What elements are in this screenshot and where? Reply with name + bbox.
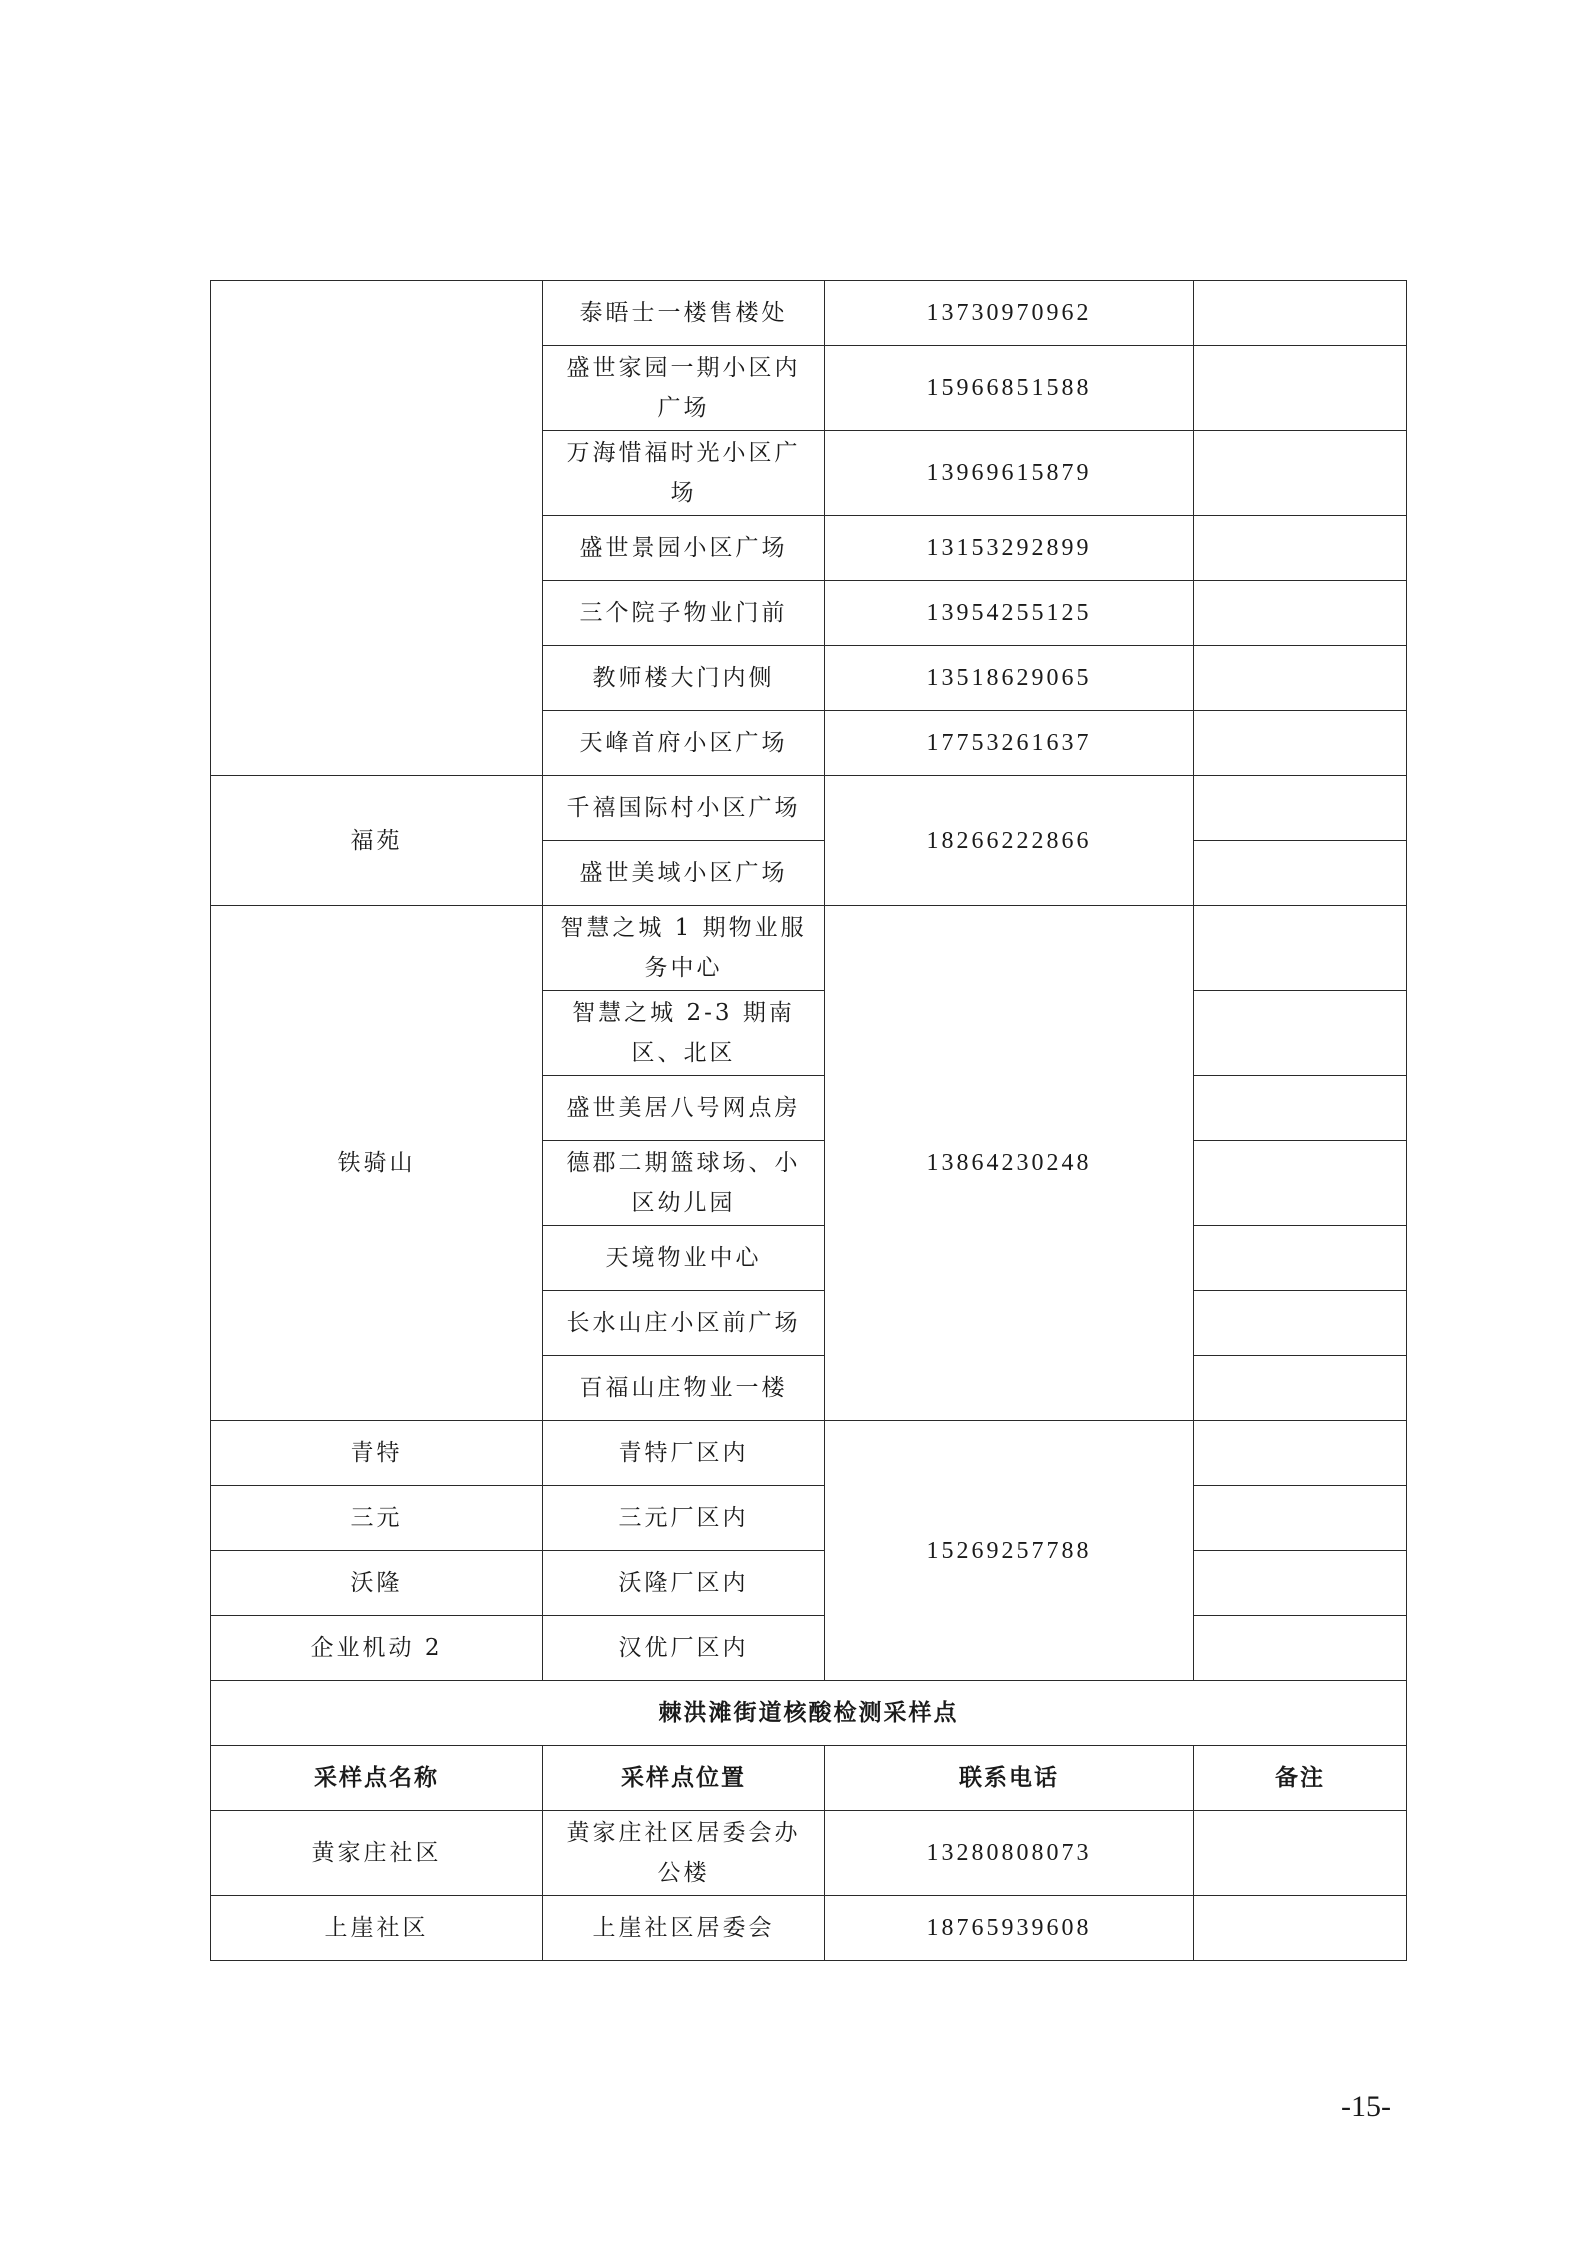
- location-cell: 沃隆厂区内: [543, 1551, 825, 1616]
- phone-cell: 17753261637: [825, 711, 1194, 776]
- note-cell: [1194, 581, 1407, 646]
- location-cell: 青特厂区内: [543, 1421, 825, 1486]
- note-cell: [1194, 1616, 1407, 1681]
- note-cell: [1194, 1291, 1407, 1356]
- phone-cell: 13864230248: [825, 906, 1194, 1421]
- location-cell: 汉优厂区内: [543, 1616, 825, 1681]
- phone-cell: 18266222866: [825, 776, 1194, 906]
- header-location: 采样点位置: [543, 1746, 825, 1811]
- note-cell: [1194, 841, 1407, 906]
- page-number: -15-: [1341, 2090, 1391, 2123]
- community-name-cell: 上崖社区: [211, 1896, 543, 1961]
- note-cell: [1194, 906, 1407, 991]
- community-name-cell: 黄家庄社区: [211, 1811, 543, 1896]
- header-phone: 联系电话: [825, 1746, 1194, 1811]
- note-cell: [1194, 1811, 1407, 1896]
- note-cell: [1194, 1551, 1407, 1616]
- location-cell: 百福山庄物业一楼: [543, 1356, 825, 1421]
- location-cell: 天峰首府小区广场: [543, 711, 825, 776]
- note-cell: [1194, 776, 1407, 841]
- community-name-cell: 企业机动 2: [211, 1616, 543, 1681]
- table-row: [211, 1551, 1407, 1616]
- table-row: [211, 906, 1407, 991]
- phone-cell: 13969615879: [825, 431, 1194, 516]
- location-cell: 三元厂区内: [543, 1486, 825, 1551]
- note-cell: [1194, 991, 1407, 1076]
- location-cell: 盛世美居八号网点房: [543, 1076, 825, 1141]
- phone-cell: 18765939608: [825, 1896, 1194, 1961]
- location-cell: 教师楼大门内侧: [543, 646, 825, 711]
- phone-cell: 15269257788: [825, 1421, 1194, 1681]
- section-title-row: [211, 1681, 1407, 1746]
- location-cell: 万海惜福时光小区广场: [543, 431, 825, 516]
- location-cell: 盛世景园小区广场: [543, 516, 825, 581]
- note-cell: [1194, 1486, 1407, 1551]
- table-row: [211, 1421, 1407, 1486]
- section-title: 棘洪滩街道核酸检测采样点: [211, 1681, 1407, 1746]
- table-row: [211, 1811, 1407, 1896]
- location-cell: 长水山庄小区前广场: [543, 1291, 825, 1356]
- table-row: [211, 281, 1407, 346]
- community-name-cell: 福苑: [211, 776, 543, 906]
- location-cell: 黄家庄社区居委会办公楼: [543, 1811, 825, 1896]
- location-cell: 千禧国际村小区广场: [543, 776, 825, 841]
- location-cell: 三个院子物业门前: [543, 581, 825, 646]
- location-cell: 盛世美域小区广场: [543, 841, 825, 906]
- community-name-cell: 三元: [211, 1486, 543, 1551]
- table-row: [211, 1486, 1407, 1551]
- note-cell: [1194, 346, 1407, 431]
- phone-cell: 13153292899: [825, 516, 1194, 581]
- note-cell: [1194, 281, 1407, 346]
- note-cell: [1194, 1141, 1407, 1226]
- phone-cell: 13954255125: [825, 581, 1194, 646]
- note-cell: [1194, 646, 1407, 711]
- phone-cell: 13730970962: [825, 281, 1194, 346]
- header-row: [211, 1746, 1407, 1811]
- location-cell: 智慧之城 1 期物业服务中心: [543, 906, 825, 991]
- location-cell: 天境物业中心: [543, 1226, 825, 1291]
- phone-cell: 15966851588: [825, 346, 1194, 431]
- community-name-cell: [211, 281, 543, 776]
- location-cell: 泰晤士一楼售楼处: [543, 281, 825, 346]
- phone-cell: 13518629065: [825, 646, 1194, 711]
- note-cell: [1194, 1226, 1407, 1291]
- note-cell: [1194, 516, 1407, 581]
- location-cell: 盛世家园一期小区内广场: [543, 346, 825, 431]
- location-cell: 上崖社区居委会: [543, 1896, 825, 1961]
- community-name-cell: 青特: [211, 1421, 543, 1486]
- note-cell: [1194, 431, 1407, 516]
- note-cell: [1194, 1356, 1407, 1421]
- note-cell: [1194, 711, 1407, 776]
- table-row: [211, 1616, 1407, 1681]
- location-cell: 智慧之城 2-3 期南区、北区: [543, 991, 825, 1076]
- community-name-cell: 铁骑山: [211, 906, 543, 1421]
- table-row: [211, 776, 1407, 841]
- table-row: [211, 1896, 1407, 1961]
- sampling-points-table: [210, 280, 1407, 1961]
- note-cell: [1194, 1076, 1407, 1141]
- phone-cell: 13280808073: [825, 1811, 1194, 1896]
- note-cell: [1194, 1421, 1407, 1486]
- header-note: 备注: [1194, 1746, 1407, 1811]
- note-cell: [1194, 1896, 1407, 1961]
- community-name-cell: 沃隆: [211, 1551, 543, 1616]
- header-name: 采样点名称: [211, 1746, 543, 1811]
- location-cell: 德郡二期篮球场、小区幼儿园: [543, 1141, 825, 1226]
